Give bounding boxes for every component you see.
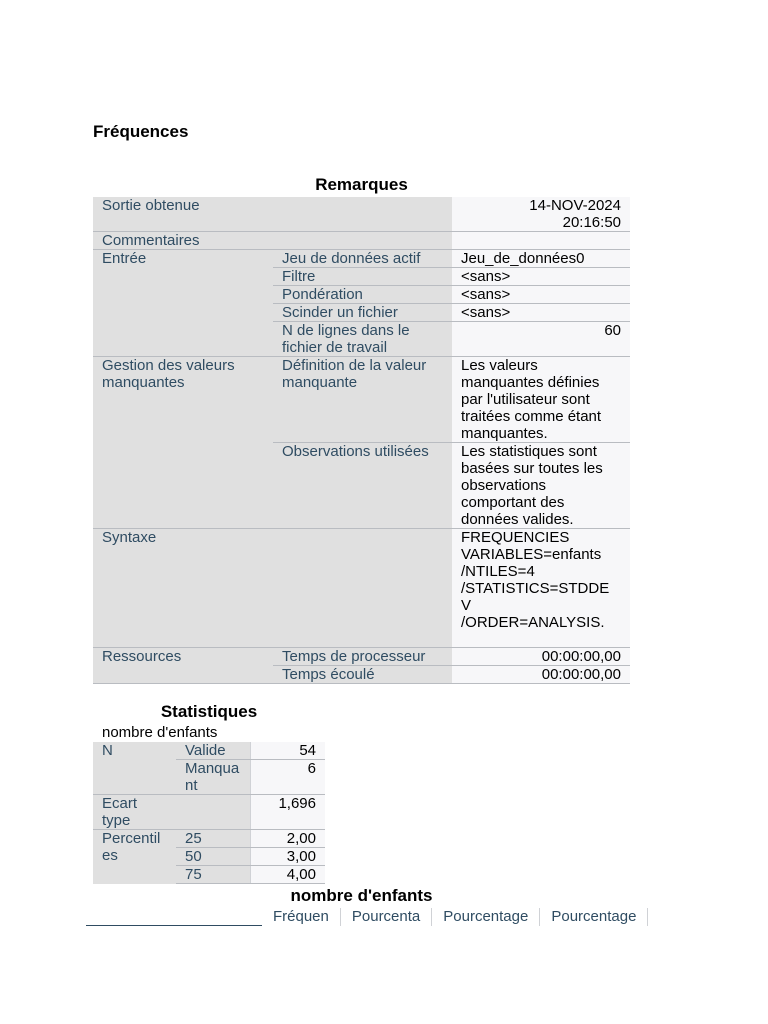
sub-label: Temps écoulé <box>273 666 452 684</box>
cell-value: 60 <box>452 322 630 357</box>
table-row <box>93 250 630 268</box>
sub-label: Définition de la valeur manquante <box>273 357 452 443</box>
cell-value: 2,00 <box>250 830 325 848</box>
row-label: Ecart type <box>93 795 176 830</box>
table-row <box>93 197 630 232</box>
row-label: Ressources <box>93 648 273 666</box>
sub-label: Temps de processeur <box>273 648 452 666</box>
sub-label: 25 <box>176 830 250 848</box>
table-row <box>93 795 325 830</box>
frequency-table-title: nombre d'enfants <box>290 886 433 905</box>
cell-value: 4,00 <box>250 866 325 884</box>
table-row <box>93 286 630 304</box>
cell-value: <sans> <box>452 268 630 286</box>
cell-value: Jeu_de_données0 <box>452 250 630 268</box>
statistics-table-title: Statistiques <box>160 702 258 721</box>
row-label: Commentaires <box>93 232 273 250</box>
row-label: Sortie obtenue <box>93 197 273 232</box>
table-row <box>93 322 630 357</box>
row-label: N <box>93 742 176 760</box>
table-row <box>93 830 325 848</box>
sub-label: Jeu de données actif <box>273 250 452 268</box>
sub-label: Valide <box>176 742 250 760</box>
column-header: Pourcentage <box>540 908 648 926</box>
table-row <box>93 760 325 795</box>
frequency-table-headers <box>262 908 648 926</box>
sub-label: Manqua nt <box>176 760 250 795</box>
cell-value: Les statistiques sont basées sur toutes les observations comportant des données valides. <box>452 443 630 529</box>
cell-value: 3,00 <box>250 848 325 866</box>
cell-value: FREQUENCIES VARIABLES=enfants /NTILES=4 /STATISTICS=STDDE V /ORDER=ANALYSIS. <box>452 529 630 648</box>
cell-value: Les valeurs manquantes définies par l'utilisateur sont traitées comme étant manquantes. <box>452 357 630 443</box>
row-label: Gestion des valeurs manquantes <box>93 357 273 443</box>
column-header: Pourcenta <box>341 908 432 926</box>
sub-label: Pondération <box>273 286 452 304</box>
frequency-header-divider <box>86 925 262 926</box>
section-title: Fréquences <box>93 122 189 141</box>
cell-value: 14-NOV-2024 20:16:50 <box>452 197 630 232</box>
cell-value: <sans> <box>452 304 630 322</box>
row-label: Entrée <box>93 250 273 268</box>
cell-value: 00:00:00,00 <box>452 666 630 684</box>
cell-value: <sans> <box>452 286 630 304</box>
cell-value: 6 <box>250 760 325 795</box>
remarks-table <box>93 197 630 684</box>
cell-value <box>452 232 630 250</box>
sub-label: Filtre <box>273 268 452 286</box>
row-label: Syntaxe <box>93 529 273 648</box>
table-row <box>93 742 325 760</box>
table-row <box>93 357 630 443</box>
cell-value: 1,696 <box>250 795 325 830</box>
row-label: Percentil es <box>93 830 176 884</box>
sub-label: 50 <box>176 848 250 866</box>
statistics-variable-label: nombre d'enfants <box>102 724 218 741</box>
sub-label: N de lignes dans le fichier de travail <box>273 322 452 357</box>
table-row <box>93 666 630 684</box>
statistics-table <box>93 742 325 884</box>
sub-label: 75 <box>176 866 250 884</box>
column-header: Pourcentage <box>432 908 540 926</box>
sub-label: Observations utilisées <box>273 443 452 529</box>
cell-value: 54 <box>250 742 325 760</box>
table-row <box>93 232 630 250</box>
table-row <box>93 268 630 286</box>
table-row <box>93 304 630 322</box>
remarks-table-title: Remarques <box>315 175 408 194</box>
table-row <box>93 529 630 648</box>
column-header: Fréquen <box>262 908 341 926</box>
table-row <box>93 443 630 529</box>
table-row <box>93 648 630 666</box>
sub-label: Scinder un fichier <box>273 304 452 322</box>
cell-value: 00:00:00,00 <box>452 648 630 666</box>
